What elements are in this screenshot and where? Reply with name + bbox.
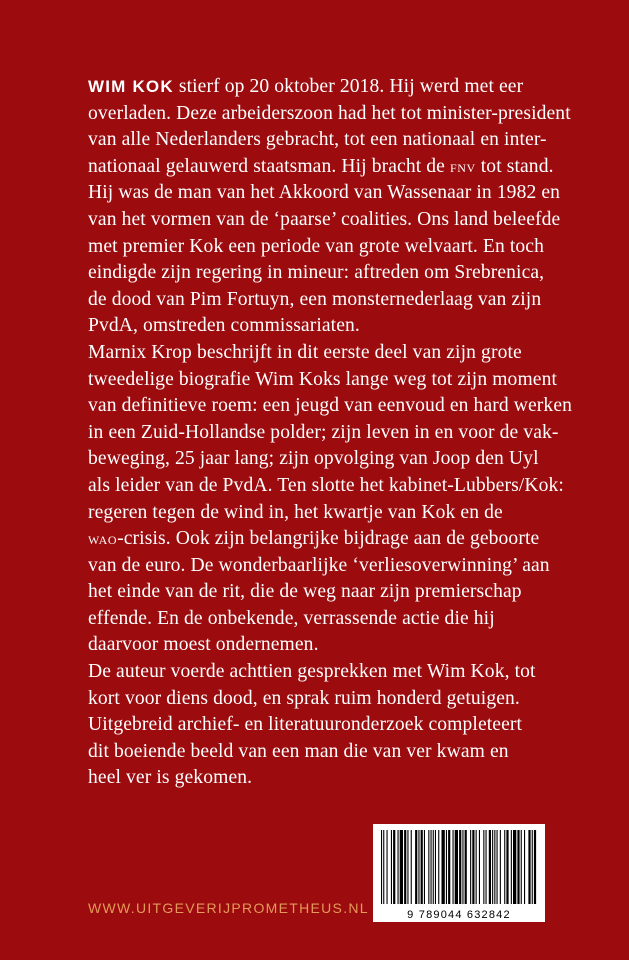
text-segment: stierf op 20 oktober 2018. Hij werd met eer — [173, 76, 524, 97]
text-line — [88, 313, 629, 340]
text-segment: met premier Kok een periode van grote welvaart. En toch — [88, 235, 544, 257]
text-segment: de dood van Pim Fortuyn, een monsternederlaag van zijn — [88, 288, 542, 310]
isbn-barcode — [373, 824, 545, 922]
text-segment: beweging, 25 jaar lang; zijn opvolging van Joop den Uyl — [88, 448, 539, 470]
barcode-bar — [494, 830, 495, 904]
barcode-bar — [472, 830, 474, 904]
text-line — [88, 739, 629, 766]
barcode-bar — [511, 830, 512, 904]
text-segment: van definitieve roem: een jeugd van eenvoud en hard werken — [88, 395, 573, 417]
blurb-paragraph — [88, 74, 629, 340]
barcode-bar — [534, 830, 536, 904]
blurb-paragraph — [88, 659, 629, 792]
text-segment: kort voor diens dood, en sprak ruim honderd getuigen. — [88, 687, 520, 709]
barcode-bar — [459, 830, 461, 904]
text-segment: heel ver is gekomen. — [88, 767, 253, 789]
text-line — [88, 287, 629, 314]
text-line — [88, 446, 629, 473]
text-line — [88, 473, 629, 500]
text-line — [88, 340, 629, 367]
barcode-bar — [486, 830, 487, 904]
barcode-bar — [453, 830, 454, 904]
text-line — [88, 154, 629, 181]
barcode-bar — [513, 830, 516, 904]
text-line — [88, 180, 629, 207]
text-line — [88, 526, 629, 553]
barcode-bar — [517, 830, 519, 904]
text-line — [88, 393, 629, 420]
text-segment: PvdA, omstreden commissariaten. — [88, 315, 360, 337]
barcode-bar — [489, 830, 491, 904]
text-segment: effende. En de onbekende, verrassende actie die hij — [88, 607, 495, 629]
text-segment: Hij was de man van het Akkoord van Wassenaar in 1982 en — [88, 182, 561, 204]
text-line — [88, 686, 629, 713]
barcode-bar — [528, 830, 530, 904]
barcode-bar — [479, 830, 480, 904]
text-line — [88, 579, 629, 606]
text-line — [88, 712, 629, 739]
text-line — [88, 553, 629, 580]
text-segment: van het vormen van de ‘paarse’ coalities. Ons land beleefde — [88, 208, 561, 230]
barcode-bar — [391, 830, 392, 904]
text-segment: tweedelige biografie Wim Koks lange weg tot zijn moment — [88, 368, 558, 390]
barcode-bar — [435, 830, 436, 904]
text-line — [88, 127, 629, 154]
text-line — [88, 659, 629, 686]
barcode-bar — [428, 830, 429, 904]
text-segment: van de euro. De wonderbaarlijke ‘verliesoverwinning’ aan — [88, 554, 550, 576]
barcode-bar — [476, 830, 477, 904]
barcode-bar — [470, 830, 471, 904]
text-segment: Uitgebreid archief- en literatuuronderzoek completeert — [88, 714, 523, 736]
barcode-bar — [400, 830, 403, 904]
barcode-bar — [424, 830, 425, 904]
text-line — [88, 260, 629, 287]
back-cover-blurb — [88, 74, 629, 792]
text-segment: het einde van de rit, die de weg naar zijn premierschap — [88, 581, 522, 603]
text-segment: daarvoor moest ondernemen. — [88, 634, 319, 656]
publisher-url[interactable]: WWW.UITGEVERIJPROMETHEUS.NL — [88, 900, 369, 916]
barcode-bar — [407, 830, 408, 904]
barcode-bar — [383, 830, 384, 904]
text-line — [88, 234, 629, 261]
barcode-bar — [415, 830, 417, 904]
barcode-bar — [421, 830, 423, 904]
text-segment: als leider van de PvdA. Ten slotte het kabinet-Lubbers/Kok: — [88, 474, 564, 496]
text-segment: -crisis. Ook zijn belangrijke bijdrage aan de geboorte — [117, 528, 540, 550]
barcode-bar — [465, 830, 467, 904]
text-line — [88, 367, 629, 394]
barcode-bar — [404, 830, 406, 904]
barcode-bar — [387, 830, 388, 904]
barcode-bar — [398, 830, 399, 904]
text-segment: in een Zuid-Hollandse polder; zijn leven in en voor de vak- — [88, 421, 559, 443]
text-line — [88, 500, 629, 527]
isbn-number: 9 789044 632842 — [407, 909, 511, 921]
barcode-bar — [500, 830, 501, 904]
barcode-bar — [411, 830, 412, 904]
text-segment: De auteur voerde achttien gesprekken met Wim Kok, tot — [88, 661, 536, 683]
text-line — [88, 207, 629, 234]
text-segment: tot stand. — [475, 155, 554, 177]
text-segment: overladen. Deze arbeiderszoon had het tot minister-president — [88, 102, 571, 124]
barcode-bar — [448, 830, 450, 904]
text-line — [88, 420, 629, 447]
barcode-bar — [504, 830, 505, 904]
barcode-bar — [393, 830, 395, 904]
barcode-bar — [492, 830, 493, 904]
text-line — [88, 101, 629, 128]
text-segment: nationaal gelauwerd staatsman. Hij bracht de — [88, 155, 450, 177]
barcode-bar — [483, 830, 484, 904]
barcode-bar — [497, 830, 498, 904]
barcode-bar — [442, 830, 445, 904]
barcode-bar — [381, 830, 382, 904]
barcode-bar — [532, 830, 533, 904]
text-line — [88, 606, 629, 633]
text-line — [88, 632, 629, 659]
barcode-bar — [446, 830, 447, 904]
barcode-bar — [418, 830, 419, 904]
text-segment: van alle Nederlanders gebracht, tot een nationaal en inter- — [88, 129, 547, 151]
text-segment: Marnix Krop beschrijft in dit eerste deel van zijn grote — [88, 341, 522, 363]
barcode-bar — [455, 830, 458, 904]
barcode-graphic — [373, 824, 545, 922]
barcode-bar — [506, 830, 508, 904]
text-segment: eindigde zijn regering in mineur: aftreden om Srebrenica, — [88, 262, 545, 284]
text-segment: dit boeiende beeld van een man die van ver kwam en — [88, 740, 509, 762]
barcode-bar — [524, 830, 525, 904]
barcode-bar — [433, 830, 434, 904]
barcode-bar — [462, 830, 463, 904]
text-segment: regeren tegen de wind in, het kwartje van Kok en de — [88, 501, 503, 523]
text-segment: wao — [88, 529, 118, 549]
barcode-bar — [438, 830, 439, 904]
barcode-bar — [521, 830, 522, 904]
text-line — [88, 74, 629, 101]
barcode-bar — [431, 830, 432, 904]
text-line — [88, 765, 629, 792]
text-segment: fnv — [449, 156, 476, 176]
lead-name: WIM KOK — [88, 77, 174, 96]
blurb-paragraph — [88, 340, 629, 659]
